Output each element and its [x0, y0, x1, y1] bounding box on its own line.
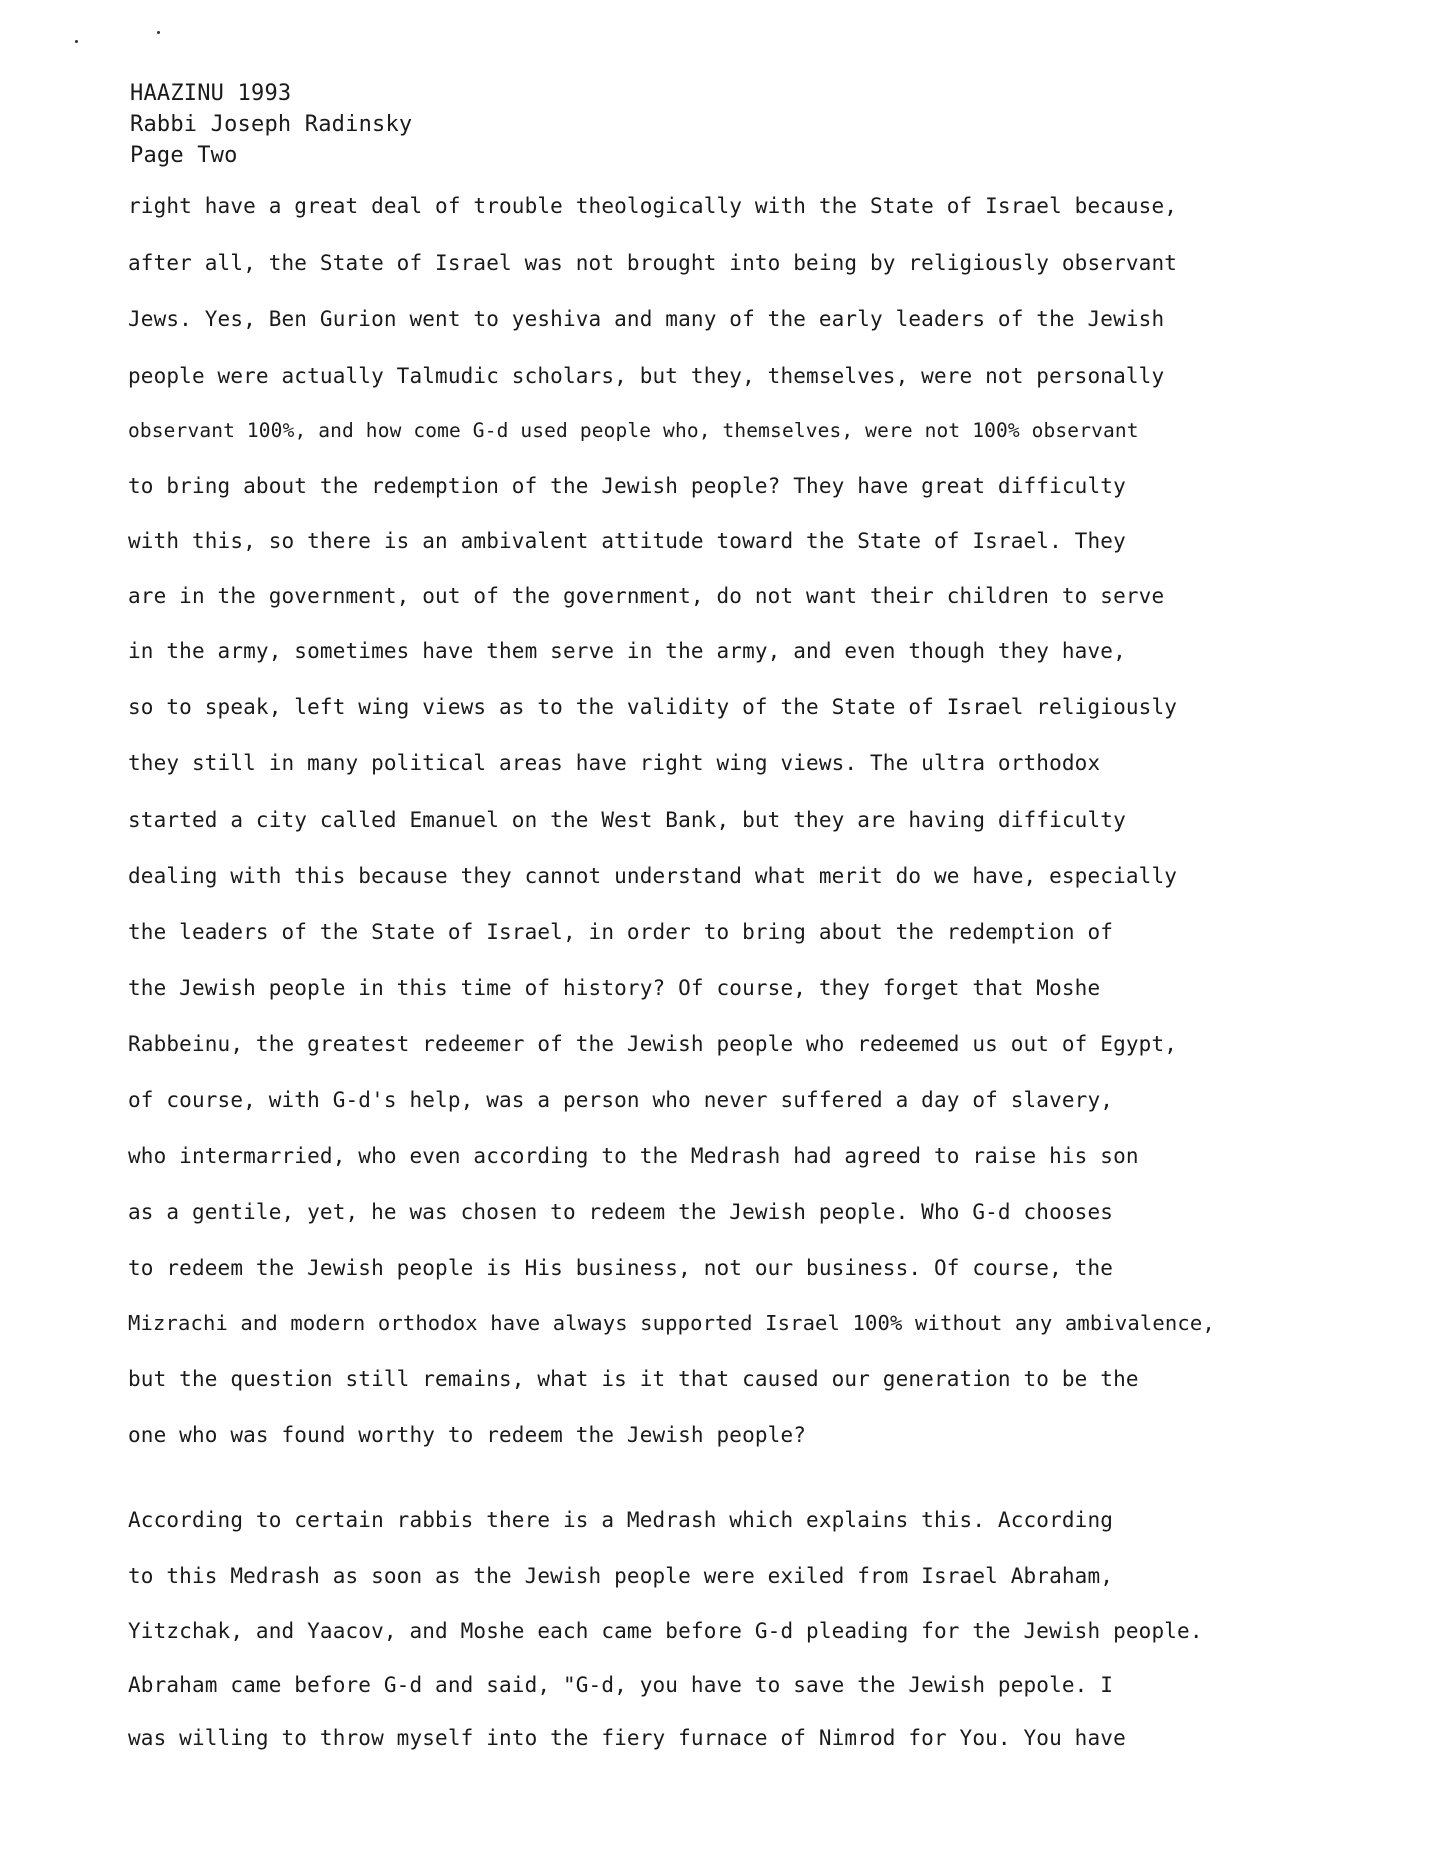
text-line: people were actually Talmudic scholars, but they, themselves, were not personally	[128, 364, 1165, 388]
text-line: who intermarried, who even according to the Medrash had agreed to raise his son	[128, 1144, 1139, 1168]
text-line: was willing to throw myself into the fiery furnace of Nimrod for You. You have	[128, 1726, 1126, 1750]
text-line: right have a great deal of trouble theologically with the State of Israel because,	[128, 194, 1178, 218]
text-line: they still in many political areas have right wing views. The ultra orthodox	[128, 751, 1101, 775]
text-line: observant 100%, and how come G-d used people who, themselves, were not 100% observant	[128, 419, 1139, 442]
text-line: one who was found worthy to redeem the Jewish people?	[128, 1423, 807, 1447]
text-line: so to speak, left wing views as to the validity of the State of Israel religiously	[128, 695, 1178, 719]
text-line: to redeem the Jewish people is His business, not our business. Of course, the	[128, 1256, 1114, 1280]
text-line: are in the government, out of the government, do not want their children to serve	[128, 584, 1165, 608]
text-line: of course, with G-d's help, was a person who never suffered a day of slavery,	[128, 1088, 1114, 1112]
text-line: Rabbeinu, the greatest redeemer of the Jewish people who redeemed us out of Egypt,	[128, 1032, 1178, 1056]
text-line: in the army, sometimes have them serve in the army, and even though they have,	[128, 639, 1126, 663]
scan-speck	[75, 40, 78, 43]
text-line: According to certain rabbis there is a Medrash which explains this. According	[128, 1508, 1114, 1532]
text-line: Abraham came before G-d and said, "G-d, you have to save the Jewish pepole. I	[128, 1673, 1114, 1697]
scan-speck	[157, 31, 160, 34]
text-line: with this, so there is an ambivalent attitude toward the State of Israel. They	[128, 529, 1126, 553]
document-header	[130, 78, 412, 171]
text-line: the Jewish people in this time of history? Of course, they forget that Moshe	[128, 976, 1101, 1000]
text-line: Jews. Yes, Ben Gurion went to yeshiva and many of the early leaders of the Jewish	[128, 307, 1165, 331]
text-line: Mizrachi and modern orthodox have always supported Israel 100% without any ambivalence,	[128, 1311, 1215, 1335]
text-line: Yitzchak, and Yaacov, and Moshe each came before G-d pleading for the Jewish people.	[128, 1619, 1203, 1643]
page-label: Page Two	[130, 143, 238, 168]
document-author: Rabbi Joseph Radinsky	[130, 112, 413, 137]
text-line: to bring about the redemption of the Jewish people? They have great difficulty	[128, 474, 1126, 498]
document-title: HAAZINU 1993	[130, 81, 292, 106]
text-line: but the question still remains, what is it that caused our generation to be the	[128, 1367, 1139, 1391]
text-line: dealing with this because they cannot understand what merit do we have, especially	[128, 864, 1178, 888]
text-line: to this Medrash as soon as the Jewish people were exiled from Israel Abraham,	[128, 1564, 1114, 1588]
text-line: started a city called Emanuel on the West Bank, but they are having difficulty	[128, 808, 1126, 832]
text-line: after all, the State of Israel was not brought into being by religiously observant	[128, 251, 1178, 275]
text-line: the leaders of the State of Israel, in order to bring about the redemption of	[128, 920, 1114, 944]
text-line: as a gentile, yet, he was chosen to redeem the Jewish people. Who G-d chooses	[128, 1200, 1114, 1224]
